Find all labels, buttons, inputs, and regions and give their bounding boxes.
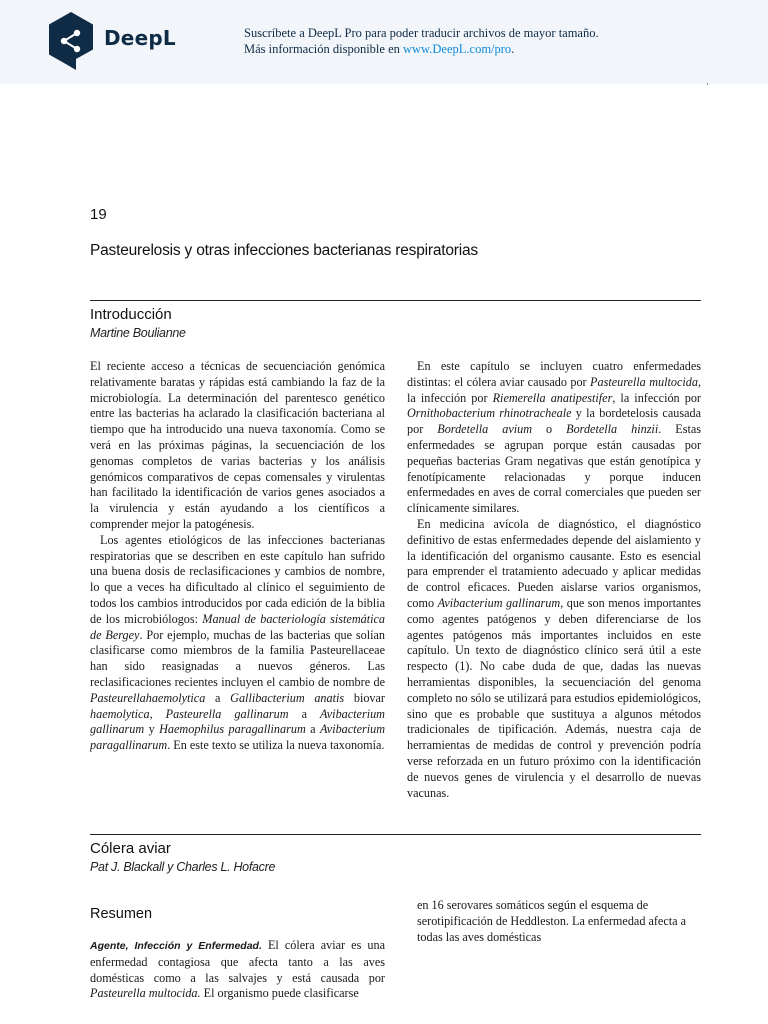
intro-heading: Introducción — [90, 306, 172, 323]
section-divider-cholera — [90, 834, 701, 835]
intro-author: Martine Boulianne — [90, 326, 186, 340]
intro-left-column — [90, 359, 385, 754]
deepl-pro-link[interactable]: www.DeepL.com/pro — [403, 42, 512, 56]
cholera-authors: Pat J. Blackall y Charles L. Hofacre — [90, 860, 276, 874]
summary-right-column — [417, 898, 709, 945]
summary-heading: Resumen — [90, 906, 153, 922]
banner-message — [244, 25, 599, 57]
intro-right-column — [407, 359, 701, 801]
banner-line-1: Suscríbete a DeepL Pro para poder traducir archivos de mayor tamaño. — [244, 26, 599, 40]
deepl-logo-icon[interactable] — [46, 10, 96, 72]
summary-paragraph-continued: en 16 serovares somáticos según el esquema de serotipificación de Heddleston. La enfermedad afecta a todas las aves domésticas — [417, 898, 687, 944]
banner-line-2-suffix: . — [511, 42, 515, 56]
summary-paragraph: Agente, Infección y Enfermedad. El cólera aviar es una enfermedad contagiosa que afecta tanto a las aves domésticas como a las salvajes y está causada por Pasteurella multocida. El organismo puede clasificarse — [90, 938, 385, 1001]
chapter-number: 19 — [90, 206, 107, 223]
section-divider-intro — [90, 300, 701, 301]
intro-paragraph-4: En medicina avícola de diagnóstico, el diagnóstico definitivo de estas enfermedades depende del aislamiento y la identificación del organismo causante. Esto es esencial para emprender el tratamiento adecuado y aplicar medidas de control eficaces. Pueden aislarse varios organismos, como Avibacterium gallinarum, que son menos importantes como agentes patógenos y deben diferenciarse de los agentes patógenos más importantes incluidos en este capítulo. Un texto de diagnóstico clínico será útil a este respecto (1). No cabe duda de que, dadas las nuevas herramientas disponibles, la secuenciación del genoma completo no sólo se utilizará para estudios epidemiológicos, sino que es probable que sustituya a algunos métodos tradicionales de tipificación. Además, nuestra caja de herramientas de medidas de control y prevención podría verse reforzada en un futuro próximo con la identificación de nuevos genes de virulencia y el desarrollo de nuevas vacunas. — [407, 516, 702, 800]
banner-line-2-prefix: Más información disponible en — [244, 42, 403, 56]
divider-mark — [707, 83, 708, 85]
intro-paragraph-2: Los agentes etiológicos de las infecciones bacterianas respiratorias que se describen en este capítulo han sufrido una buena dosis de reclasificaciones y cambios de nombre, lo que a veces ha dificultado al clínico el seguimiento de todos los cambios introducidos por cada edición de la biblia de los microbiólogos: Manual de bacteriología sistemática de Bergey. Por ejemplo, muchas de las bacterias que solían clasificarse como miembros de la familia Pasteurellaceae han sido reasignadas a nuevos géneros. Las reclasificaciones recientes incluyen el cambio de nombre de Pasteurellahaemolytica a Gallibacterium anatis biovar haemolytica, Pasteurella gallinarum a Avibacterium gallinarum y Haemophilus paragallinarum a Avibacterium paragallinarum. En este texto se utiliza la nueva taxonomía. — [90, 532, 385, 753]
banner-line-2 — [244, 41, 599, 57]
deepl-banner — [0, 0, 768, 84]
chapter-title: Pasteurelosis y otras infecciones bacterianas respiratorias — [90, 242, 478, 259]
cholera-heading: Cólera aviar — [90, 840, 171, 857]
deepl-logo-text: DeepL — [104, 26, 176, 50]
summary-left-column — [90, 938, 385, 1002]
intro-paragraph-3: En este capítulo se incluyen cuatro enfermedades distintas: el cólera aviar causado por Pasteurella multocida, la infección por Riemerella anatipestifer, la infección por Ornithobacterium rhinotracheale y la bordetelosis causada por Bordetella avium o Bordetella hinzii. Estas enfermedades se agrupan porque están causadas por pequeñas bacterias Gram negativas que están genotípica y fenotípicamente relacionadas y porque inducen enfermedades en aves de corral comerciales que pueden ser clínicamente similares. — [407, 359, 701, 516]
intro-paragraph-1: El reciente acceso a técnicas de secuenciación genómica relativamente baratas y rápidas está cambiando la faz de la microbiología. La determinación del parentesco genético entre las bacterias ha aclarado la clasificación bacteriana al tiempo que ha introducido una nueva taxonomía. Como se verá en las próximas páginas, la secuenciación de los genomas completos de varias bacterias y los análisis genómicos comparativos de cepas comensales y virulentas han facilitado la identificación de varios genes asociados a la virulencia y están ayudando a los científicos a comprender mejor la patogénesis. — [90, 359, 385, 531]
